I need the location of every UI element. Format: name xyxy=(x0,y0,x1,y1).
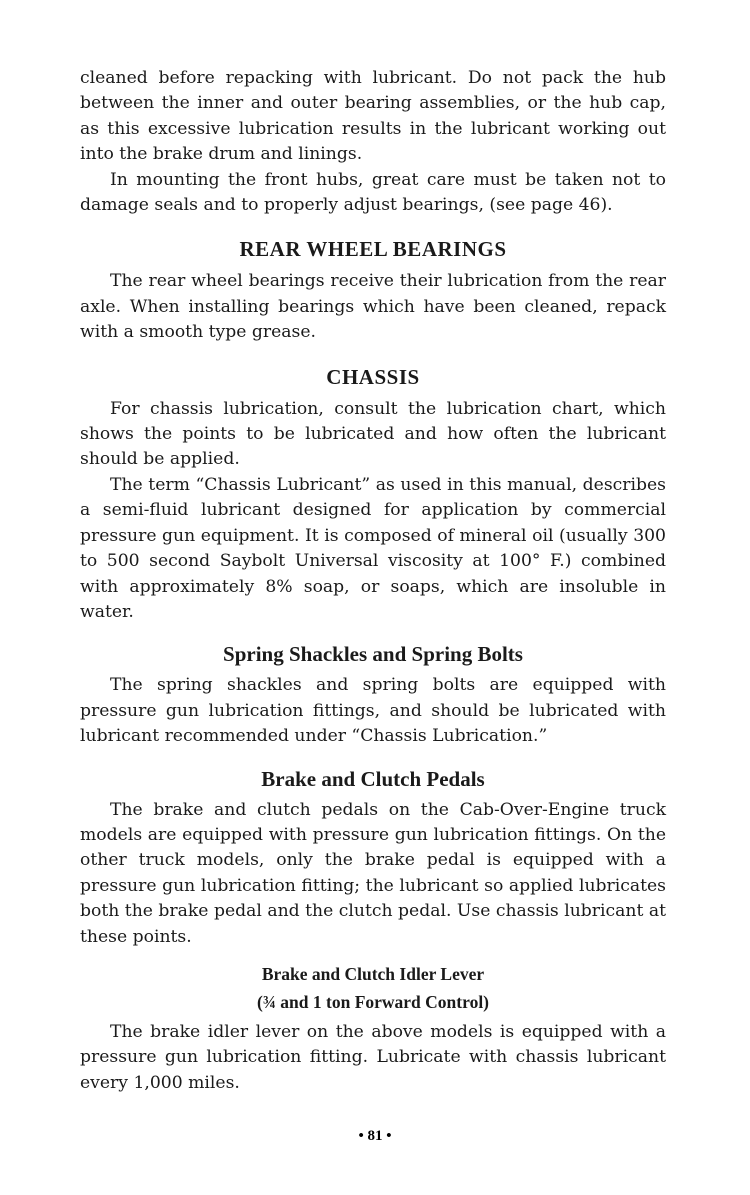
idler-paragraph: The brake idler lever on the above models is equipped with a pressure gun lubrication fitting. Lubricate with chassis lubricant every 1,000 miles. xyxy=(80,1021,666,1093)
page-number: • 81 • xyxy=(358,1128,392,1144)
heading-chassis: CHASSIS xyxy=(326,364,420,389)
chassis-paragraph-2: The term “Chassis Lubricant” as used in this manual, describes a semi-fluid lubricant designed for application by commercial pressure gun equipment. It is composed of mineral oil (usually 300 to 500 second Saybolt Universal viscosity at 100° F.) combined with approximately 8% soap, or soaps, which are insoluble in water. xyxy=(80,474,666,622)
heading-idler-lever: Brake and Clutch Idler Lever xyxy=(261,963,485,984)
pedals-paragraph: The brake and clutch pedals on the Cab-Over-Engine truck models are equipped with pressure gun lubrication fittings. On the other truck models, only the brake pedal is equipped with a pressure gun lubrication fitting; the lubricant so applied lubricates both the brake pedal and the clutch pedal. Use chassis lubricant at these points. xyxy=(80,799,666,947)
heading-rear-wheel-bearings: REAR WHEEL BEARINGS xyxy=(239,237,507,262)
heading-idler-subtitle: (¾ and 1 ton Forward Control) xyxy=(256,991,490,1012)
manual-page xyxy=(80,66,666,1096)
heading-brake-clutch-pedals: Brake and Clutch Pedals xyxy=(261,766,485,791)
spring-paragraph: The spring shackles and spring bolts are equipped with pressure gun lubrication fittings, and should be lubricated with lubricant recommended under “Chassis Lubrication.” xyxy=(80,675,666,747)
intro-paragraph-2: In mounting the front hubs, great care must be taken not to damage seals and to properly adjust bearings, (see page 46). xyxy=(80,169,666,216)
heading-spring-shackles: Spring Shackles and Spring Bolts xyxy=(223,642,523,667)
chassis-paragraph-1: For chassis lubrication, consult the lubrication chart, which shows the points to be lubricated and how often the lubricant should be applied. xyxy=(80,398,666,470)
rear-wheel-paragraph: The rear wheel bearings receive their lubrication from the rear axle. When installing bearings which have been cleaned, repack with a smooth type grease. xyxy=(80,271,666,343)
intro-paragraph-1: cleaned before repacking with lubricant. Do not pack the hub between the inner and outer bearing assemblies, or the hub cap, as this excessive lubrication results in the lubricant working out into the brake drum and linings. xyxy=(80,68,666,165)
